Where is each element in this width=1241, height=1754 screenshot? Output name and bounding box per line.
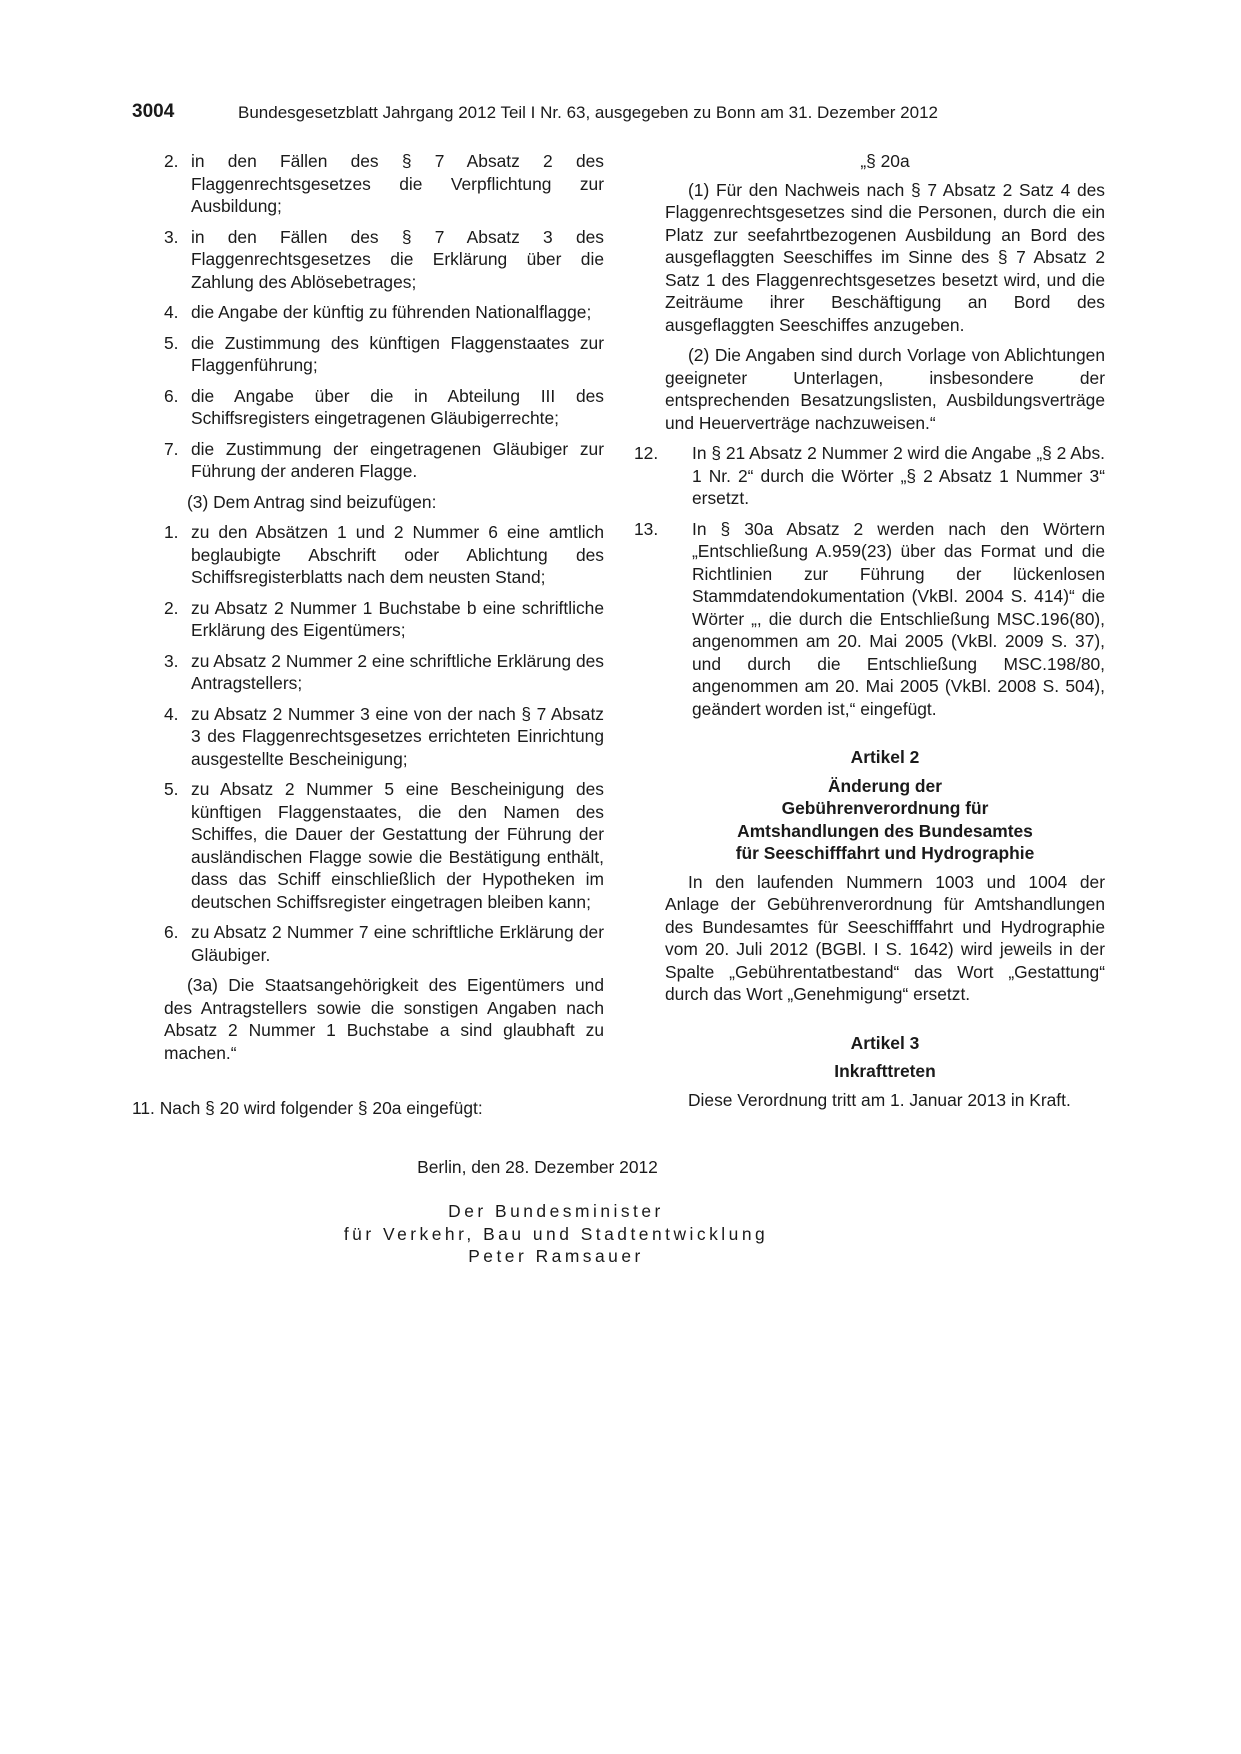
list-item-text: Nach § 20 wird folgender § 20a eingefügt:	[159, 1098, 483, 1118]
signature-line: Peter Ramsauer	[468, 1246, 644, 1266]
section-paragraph-1: (1) Für den Nachweis nach § 7 Absatz 2 Satz 4 des Flaggenrechtsgesetzes sind die Personen, durch die ein Platz zur seefahrtbezogenen Ausbildung an Bord des ausgeflaggten Seeschiffes im Sinne des § 7 Absatz 2 Satz 1 des Flaggenrechtsgesetzes besetzt wird, und die Zeiträume ihrer Beschäftigung an Bord des ausgeflaggten Seeschiffes anzugeben.	[665, 179, 1105, 335]
list-item	[164, 150, 604, 218]
list-item-text: zu Absatz 2 Nummer 7 eine schriftliche Erklärung der Gläubiger.	[191, 922, 604, 965]
list-item-number: 6.	[164, 385, 179, 406]
list-item-11	[132, 1097, 602, 1120]
list-item-number: 5.	[164, 332, 179, 353]
list-item	[164, 226, 604, 294]
article-3-label: Artikel 3	[850, 1032, 920, 1053]
list-item-number: 2.	[164, 151, 179, 171]
article-2-title-line: Änderung der	[827, 775, 942, 796]
article-2-label: Artikel 2	[850, 747, 920, 767]
list-item-number: 7.	[164, 438, 179, 459]
article-2-title-line: Gebührenverordnung für	[781, 798, 989, 818]
section-title: „§ 20a	[860, 151, 910, 171]
list-item-text: zu Absatz 2 Nummer 1 Buchstabe b eine schriftliche Erklärung des Eigentümers;	[191, 597, 604, 640]
list-item-number: 11.	[132, 1098, 155, 1118]
list-item-text: zu Absatz 2 Nummer 5 eine Bescheinigung des künftigen Flaggenstaates, die den Namen des Schiffes, die Dauer der Gestattung der Führung der ausländischen Flagge sowie die Bestätigung enthält, dass das Schiff einschließlich der Hypotheken im deutschen Schiffsregister eingetragen bleiben kann;	[191, 779, 604, 912]
list-item	[164, 438, 604, 483]
list-item	[164, 332, 604, 377]
list-item-number: 4.	[164, 302, 179, 322]
list-item	[164, 385, 604, 430]
list-item-text: zu Absatz 2 Nummer 2 eine schriftliche Erklärung des Antragstellers;	[191, 650, 604, 693]
signature-block	[0, 1200, 1112, 1268]
page-number: 3004	[132, 101, 175, 122]
list-item-text: in den Fällen des § 7 Absatz 2 des Flaggenrechtsgesetzes die Verpflichtung zur Ausbildung;	[191, 151, 604, 216]
article-2-title-line: Amtshandlungen des Bundesamtes	[737, 820, 1033, 841]
list-item-number: 1.	[164, 522, 179, 542]
list-item-text: zu Absatz 2 Nummer 3 eine von der nach § 7 Absatz 3 des Flaggenrechtsgesetzes errichteten Einrichtung ausgestellte Bescheinigung;	[191, 703, 604, 769]
list-item-text: die Angabe über die in Abteilung III des Schiffsregisters eingetragenen Gläubigerrechte;	[191, 385, 604, 428]
left-column	[164, 150, 604, 1072]
article-3-title: Inkrafttreten	[834, 1061, 936, 1081]
list-item-number: 4.	[164, 703, 179, 724]
running-title: Bundesgesetzblatt Jahrgang 2012 Teil I Nr. 63, ausgegeben zu Bonn am 31. Dezember 2012	[238, 103, 938, 122]
list-item	[164, 597, 604, 642]
list-item	[164, 703, 604, 771]
list-item-number: 5.	[164, 779, 179, 799]
list-item-text: In § 21 Absatz 2 Nummer 2 wird die Angabe „§ 2 Abs. 1 Nr. 2“ durch die Wörter „§ 2 Absatz 1 Nummer 3“ ersetzt.	[692, 443, 1105, 508]
paragraph-3: (3) Dem Antrag sind beizufügen:	[187, 491, 437, 512]
list-item	[164, 650, 604, 695]
place-date: Berlin, den 28. Dezember 2012	[417, 1157, 658, 1177]
list-item-text: die Zustimmung des künftigen Flaggenstaates zur Flaggenführung;	[191, 332, 604, 375]
list-item-text: die Angabe der künftig zu führenden Nationalflagge;	[191, 302, 592, 322]
article-3-text: Diese Verordnung tritt am 1. Januar 2013 in Kraft.	[688, 1089, 1071, 1110]
list-item	[164, 921, 604, 966]
list-item-number: 3.	[164, 226, 179, 247]
list-item-text: in den Fällen des § 7 Absatz 3 des Flaggenrechtsgesetzes die Erklärung über die Zahlung des Ablösebetrages;	[191, 226, 604, 292]
signature-line: Der Bundesminister	[448, 1201, 664, 1221]
list-item	[634, 442, 1105, 510]
right-column	[634, 150, 1105, 1119]
list-item-text: In § 30a Absatz 2 werden nach den Wörtern „Entschließung A.959(23) über das Format und die Richtlinien zur Führung der lückenlosen Stammdatendokumentation (VkBl. 2004 S. 414)“ die Wörter „, die durch die Entschließung MSC.196(80), angenommen am 20. Mai 2005 (VkBl. 2009 S. 37), und durch die Entschließung MSC.198/80, angenommen am 20. Mai 2005 (VkBl. 2008 S. 504), geändert worden ist,“ eingefügt.	[692, 518, 1105, 719]
list-item-number: 12.	[634, 443, 659, 463]
list-item	[634, 518, 1105, 721]
list-item	[164, 778, 604, 913]
signature-line: für Verkehr, Bau und Stadtentwicklung	[343, 1223, 769, 1244]
list-item	[164, 521, 604, 589]
list-item-number: 3.	[164, 650, 179, 671]
list-item-number: 6.	[164, 922, 179, 942]
list-item-number: 13.	[634, 518, 659, 539]
paragraph-3a: (3a) Die Staatsangehörigkeit des Eigentümers und des Antragstellers sowie die sonstigen Angaben nach Absatz 2 Nummer 1 Buchstabe a sind glaubhaft zu machen.“	[164, 975, 604, 1063]
article-2-text: In den laufenden Nummern 1003 und 1004 der Anlage der Gebührenverordnung für Amtshandlungen des Bundesamtes für Seeschifffahrt und Hydrographie vom 20. Juli 2012 (BGBl. I S. 1642) wird jeweils in der Spalte „Gebührentatbestand“ das Wort „Gestattung“ durch das Wort „Genehmigung“ ersetzt.	[665, 871, 1105, 1004]
section-paragraph-2: (2) Die Angaben sind durch Vorlage von Ablichtungen geeigneter Unterlagen, insbesondere der entsprechenden Besatzungslisten, Ausbildungsverträge und Heuerverträge nachzuweisen.“	[665, 345, 1105, 433]
list-item	[164, 301, 604, 324]
list-item-text: die Zustimmung der eingetragenen Gläubiger zur Führung der anderen Flagge.	[191, 438, 604, 481]
article-2-title-line: für Seeschifffahrt und Hydrographie	[735, 843, 1035, 863]
list-item-number: 2.	[164, 597, 179, 618]
list-item-text: zu den Absätzen 1 und 2 Nummer 6 eine amtlich beglaubigte Abschrift oder Ablichtung des Schiffsregisterblatts nach dem neusten Stand;	[191, 522, 604, 587]
